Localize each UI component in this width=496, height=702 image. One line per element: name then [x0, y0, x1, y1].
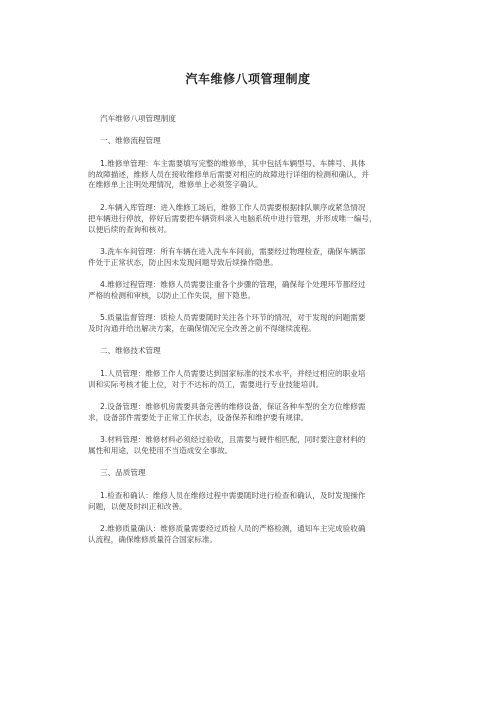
paragraph-line: 及时沟通并给出解决方案，在确保情况完全改善之前不得继续流程。 — [88, 324, 316, 334]
paragraph-line: 2.维修质量确认：维修质量需要经过质检人员的严格检测，通知车主完成验收确 — [100, 523, 366, 533]
paragraph-line: 4.维修过程管理：维修人员需要注重各个步骤的管理，确保每个处理环节都经过 — [100, 280, 366, 289]
paragraph-line: 2.设备管理：维修机房需要具备完善的维修设备，保证各种车型的全方位维修需 — [100, 401, 366, 411]
paragraph-line: 严格的检测和审核，以防止工作失误，留下隐患。 — [88, 290, 256, 300]
paragraph-line: 5.质量监督管理：质检人员需要随时关注各个环节的情况，对于发现的问题需要 — [100, 313, 366, 323]
paragraph-line: 件处于正常状态，防止因未发现问题导致后续操作隐患。 — [88, 257, 278, 267]
paragraph-line: 3.洗车车间管理：所有车辆在进入洗车车间前，需要经过物理检查，确保车辆部 — [100, 246, 366, 256]
paragraph-line: 以便后续的查询和核对。 — [88, 224, 172, 234]
paragraph-line: 问题，以便及时纠正和改善。 — [88, 501, 187, 511]
paragraph-line: 把车辆进行停放，停好后需要把车辆资料录入电脑系统中进行管理，并形成唯一编号， — [88, 213, 377, 223]
paragraph-line: 1.检查和确认：维修人员在维修过程中需要随时进行检查和确认，及时发现操作 — [100, 490, 366, 500]
paragraph-line: 认流程，确保维修质量符合国家标准。 — [88, 534, 218, 544]
paragraph-line: 在维修单上注明处理情况，维修单上必须签字确认。 — [88, 180, 263, 190]
section-heading: 三、品质管理 — [100, 468, 146, 478]
section-heading: 二、维修技术管理 — [100, 346, 161, 356]
paragraph-line: 1.维修单管理：车主需要填写完整的维修单，其中包括车辆型号、车牌号、具体 — [100, 158, 366, 168]
paragraph-line: 2.车辆入库管理：进入维修工场后，维修工作人员需要根据排队顺序或紧急情况 — [100, 202, 366, 212]
paragraph-line: 求，设备部件需要处于正常工作状态，设备保养和维护要有规律。 — [88, 412, 309, 422]
document-title: 汽车维修八项管理制度 — [185, 72, 311, 86]
document-subtitle: 汽车维修八项管理制度 — [100, 114, 176, 123]
paragraph-line: 的故障描述，维修人员在接收维修单后需要对相应的故障进行详细的检测和确认，并 — [88, 169, 369, 179]
paragraph-line: 属性和用途，以免使用不当造成安全事故。 — [88, 446, 233, 455]
paragraph-line: 3.材料管理：维修材料必须经过验收，且需要与硬件相匹配，同时要注意材料的 — [100, 435, 366, 445]
paragraph-line: 训和实际考核才能上位，对于不达标的员工，需要进行专业技能培训。 — [88, 379, 324, 389]
paragraph-line: 1.人员管理：维修工作人员需要达到国家标准的技术水平，并经过相应的职业培 — [100, 368, 366, 378]
section-heading: 一、维修流程管理 — [100, 136, 161, 146]
